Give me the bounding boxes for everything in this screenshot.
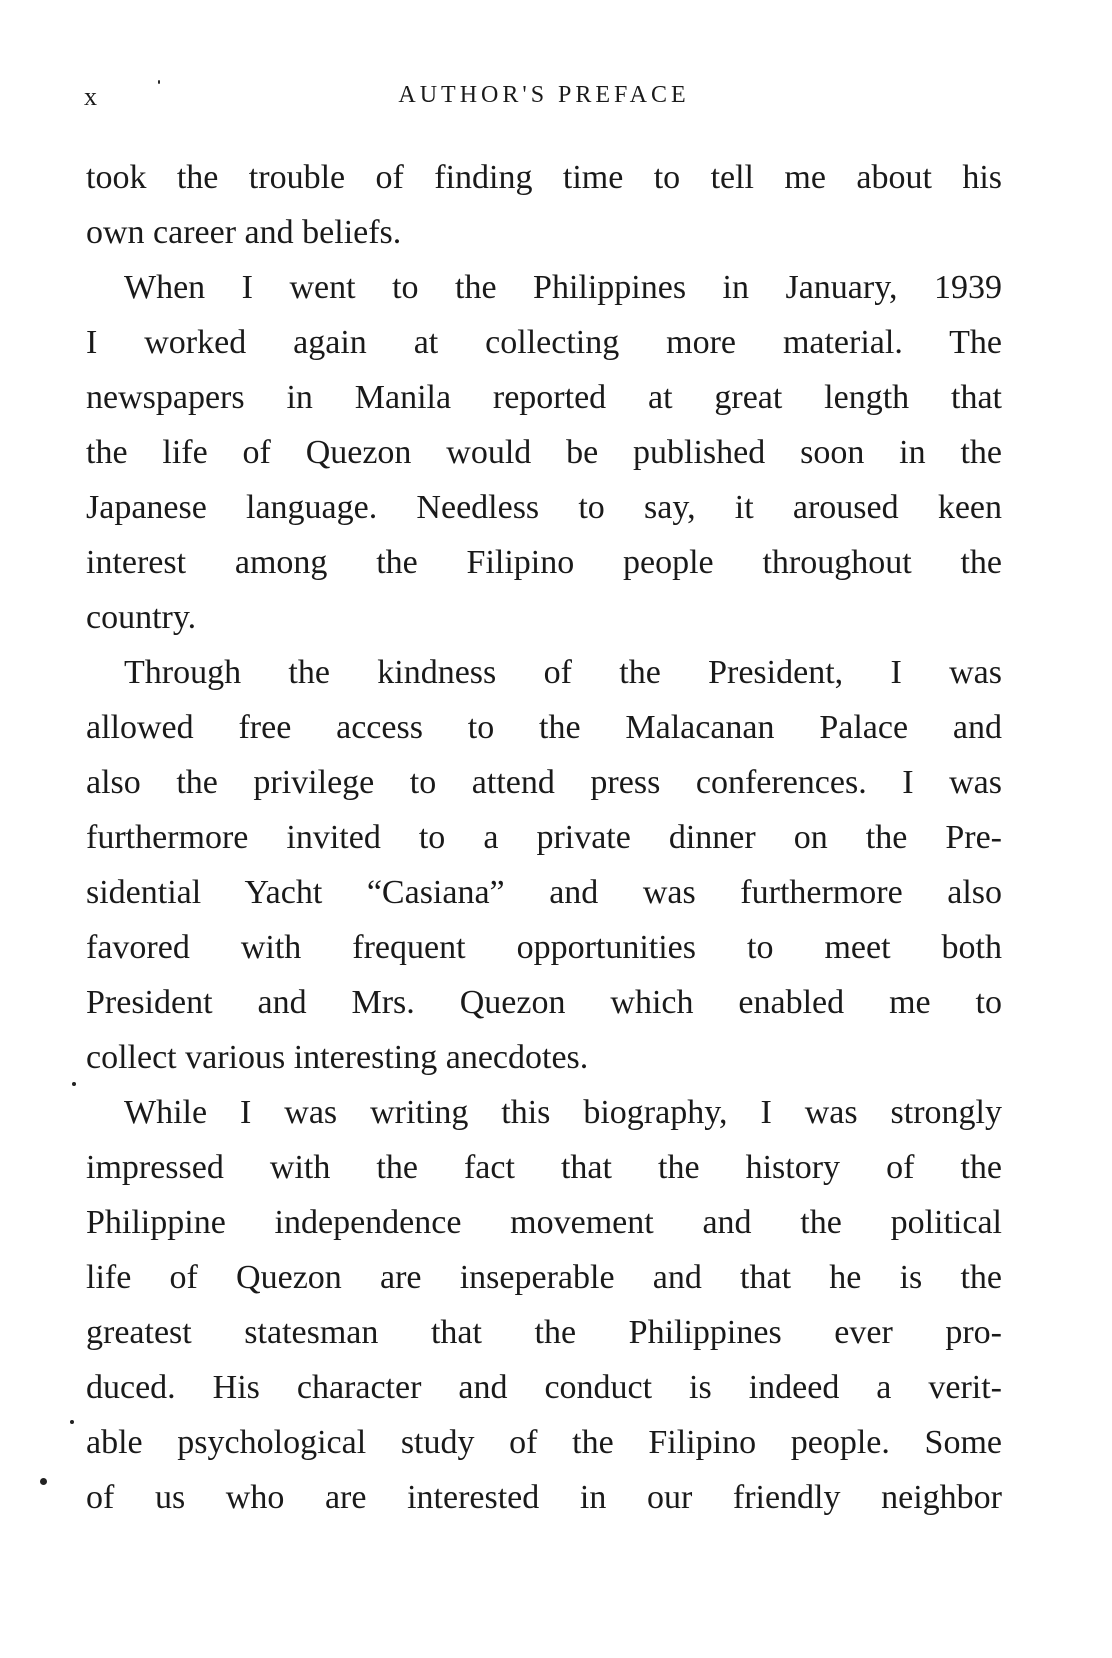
- scan-speck: [70, 1420, 74, 1424]
- page-number: x: [84, 82, 98, 111]
- text-line: sidential Yacht “Casiana” and was furthermore also: [86, 874, 1002, 911]
- text-line: President and Mrs. Quezon which enabled me to: [86, 984, 1002, 1021]
- text-line: allowed free access to the Malacanan Palace and: [86, 709, 1002, 746]
- paragraph: [86, 260, 1002, 645]
- page-header: [84, 78, 1004, 118]
- text-line: newspapers in Manila reported at great length that: [86, 379, 1002, 416]
- text-line: able psychological study of the Filipino people. Some: [86, 1424, 1002, 1461]
- paragraph: [86, 645, 1002, 1085]
- text-line: favored with frequent opportunities to meet both: [86, 929, 1002, 966]
- text-line: furthermore invited to a private dinner on the Pre-: [86, 819, 1002, 856]
- text-line: collect various interesting anecdotes.: [86, 1039, 589, 1076]
- text-line: Through the kindness of the President, I was: [124, 654, 1002, 691]
- text-line: country.: [86, 599, 197, 636]
- body-text: [86, 150, 1002, 1525]
- text-line: When I went to the Philippines in January, 1939: [124, 269, 1002, 306]
- text-line: I worked again at collecting more material. The: [86, 324, 1002, 361]
- text-line: greatest statesman that the Philippines ever pro-: [86, 1314, 1002, 1351]
- paragraph: [86, 150, 1002, 260]
- text-line: Japanese language. Needless to say, it aroused keen: [86, 489, 1002, 526]
- text-line: impressed with the fact that the history of the: [86, 1149, 1002, 1186]
- text-line: interest among the Filipino people throughout the: [86, 544, 1002, 581]
- text-line: While I was writing this biography, I was strongly: [124, 1094, 1002, 1131]
- text-line: life of Quezon are inseperable and that he is the: [86, 1259, 1002, 1296]
- running-head: AUTHOR'S PREFACE: [398, 82, 690, 108]
- paragraph: [86, 1085, 1002, 1525]
- scan-speck: [40, 1478, 47, 1485]
- text-line: Philippine independence movement and the political: [86, 1204, 1002, 1241]
- text-line: took the trouble of finding time to tell me about his: [86, 159, 1002, 196]
- text-line: the life of Quezon would be published soon in the: [86, 434, 1002, 471]
- text-line: own career and beliefs.: [86, 214, 402, 251]
- scan-speck: [158, 80, 160, 84]
- text-line: of us who are interested in our friendly neighbor: [86, 1479, 1002, 1516]
- text-line: duced. His character and conduct is indeed a verit-: [86, 1369, 1002, 1406]
- text-line: also the privilege to attend press conferences. I was: [86, 764, 1002, 801]
- scan-speck: [72, 1082, 76, 1086]
